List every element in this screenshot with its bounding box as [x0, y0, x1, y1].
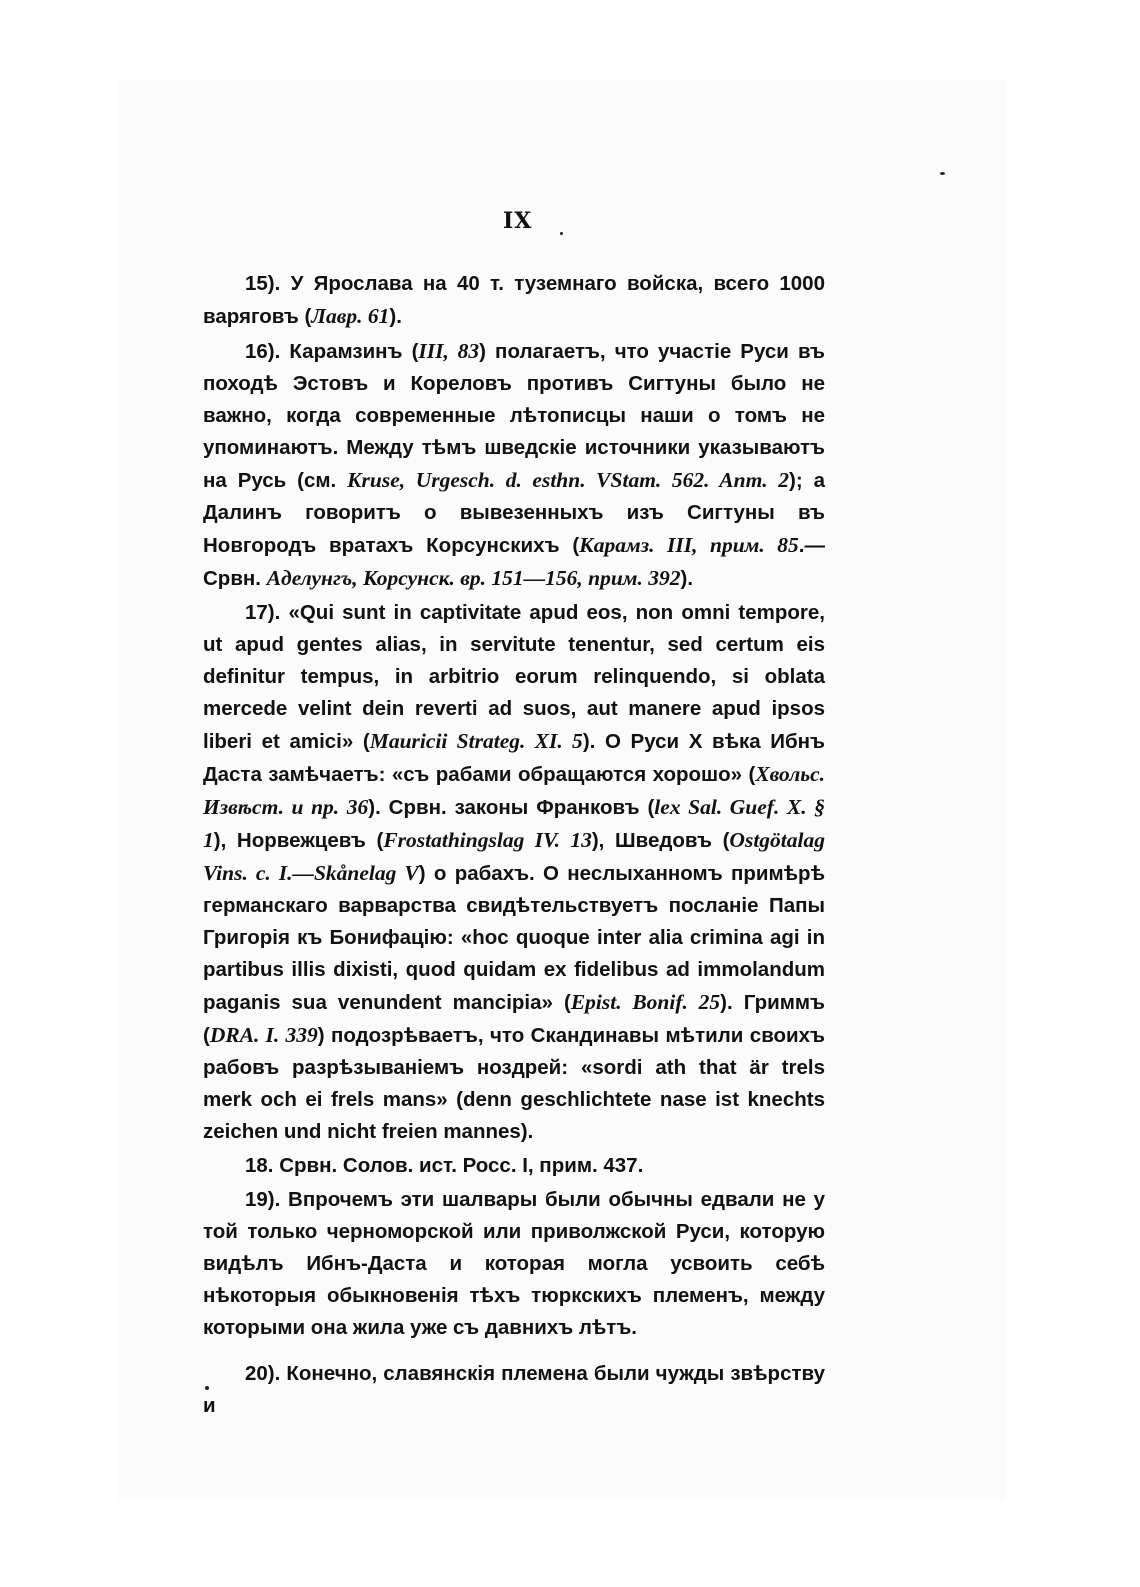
citation-italic: Kruse, Urgesch. d. esthn. VStam. 562. Anm. 2 [347, 468, 790, 492]
note-text: ). О Руси X вѣка Ибнъ Даста замѣчаетъ: «съ рабами обращаются хорошо» ( [203, 730, 826, 786]
note-15 [203, 268, 825, 333]
citation-italic: lex Sal. Guef. X. § 1 [203, 795, 825, 852]
citation-italic: Frostathingslag IV. 13 [383, 828, 592, 852]
notes-body [203, 268, 825, 1424]
note-text: ). [680, 567, 694, 590]
note-text: ). Срвн. законы Франковъ ( [368, 796, 655, 819]
note-text: ), Норвежцевъ ( [213, 829, 384, 852]
citation-italic: DRA. I. 339 [209, 1023, 318, 1047]
note-text: ) полагаетъ, что участіе Руси въ походѣ Эстовъ и Кореловъ противъ Сигтуны было не важно, когда современные лѣтописцы наши о томъ не упоминаютъ. Между тѣмъ шведскіе источники указываютъ на Русь (см. [203, 340, 825, 492]
note-text: 20). Конечно, славянскія племена были чужды звѣрству и [203, 1362, 825, 1417]
note-text: 16). Карамзинъ ( [245, 340, 419, 363]
citation-italic: Лавр. 61 [311, 304, 390, 328]
citation-italic: Хвольс. Извѣст. и пр. 36 [203, 762, 825, 819]
note-text: 17). «Qui sunt in captivitate apud eos, non omni tempore, ut apud gentes alias, in servitute tenentur, sed certum eis definitur tempus, in arbitrio eorum relinquendo, si oblata mercede velint dein reverti ad suos, aut manere apud ipsos liberi et amici» ( [203, 601, 825, 753]
note-18 [203, 1150, 825, 1182]
note-text: ), Шведовъ ( [591, 829, 730, 852]
citation-italic: Ostgötalag Vins. c. I.—Skånelag V [203, 828, 825, 885]
note-text: 15). У Ярослава на 40 т. туземнаго войска, всего 1000 варяговъ ( [203, 272, 825, 328]
note-text: 19). Впрочемъ эти шалвары были обычны едвали не у той только черноморской или приволжской Руси, которую видѣлъ Ибнъ-Даста и которая могла усвоить себѣ нѣкоторыя обыкновенія тѣхъ тюркскихъ племенъ, между которыми она жила уже съ давнихъ лѣтъ. [203, 1188, 825, 1339]
print-speck [205, 1386, 209, 1390]
note-20 [203, 1358, 825, 1422]
citation-italic: Mauricii Strateg. XI. 5 [369, 729, 583, 753]
print-speck [940, 172, 945, 175]
note-text: ). [389, 305, 402, 328]
note-text: 18. Срвн. Солов. ист. Росс. I, прим. 437. [245, 1154, 644, 1177]
citation-italic: Epist. Bonif. 25 [570, 990, 721, 1014]
citation-italic: Аделунгъ, Корсунск. вр. 151—156, прим. 392 [266, 566, 681, 590]
note-text: .—Срвн. [203, 534, 825, 590]
note-text: ) подозрѣваетъ, что Скандинавы мѣтили своихъ рабовъ разрѣзываніемъ ноздрей: «sordi ath that är trels merk och ei frels mans» (denn geschlichtete nase ist knechts zeichen und nicht freien mannes). [203, 1024, 826, 1143]
note-17 [203, 597, 825, 1148]
note-text: ) о рабахъ. О неслыханномъ примѣрѣ германскаго варварства свидѣтельствуетъ посланіе Папы Григорія къ Бонифацію: «hoc quoque inter alia crimina agi in partibus illis dixisti, quod quidam ex fidelibus ad immolandum paganis sua venundent mancipia» ( [203, 862, 825, 1014]
note-16 [203, 335, 825, 595]
citation-italic: Карамз. III, прим. 85 [579, 533, 799, 557]
note-text: ). Гриммъ ( [203, 991, 825, 1047]
page-number: IX [503, 208, 533, 234]
note-text: ); а Далинъ говоритъ о вывезенныхъ изъ Сигтуны въ Новгородъ вратахъ Корсунскихъ ( [203, 469, 825, 557]
print-speck [560, 232, 563, 235]
note-19 [203, 1184, 825, 1344]
citation-italic: III, 83 [418, 339, 480, 363]
